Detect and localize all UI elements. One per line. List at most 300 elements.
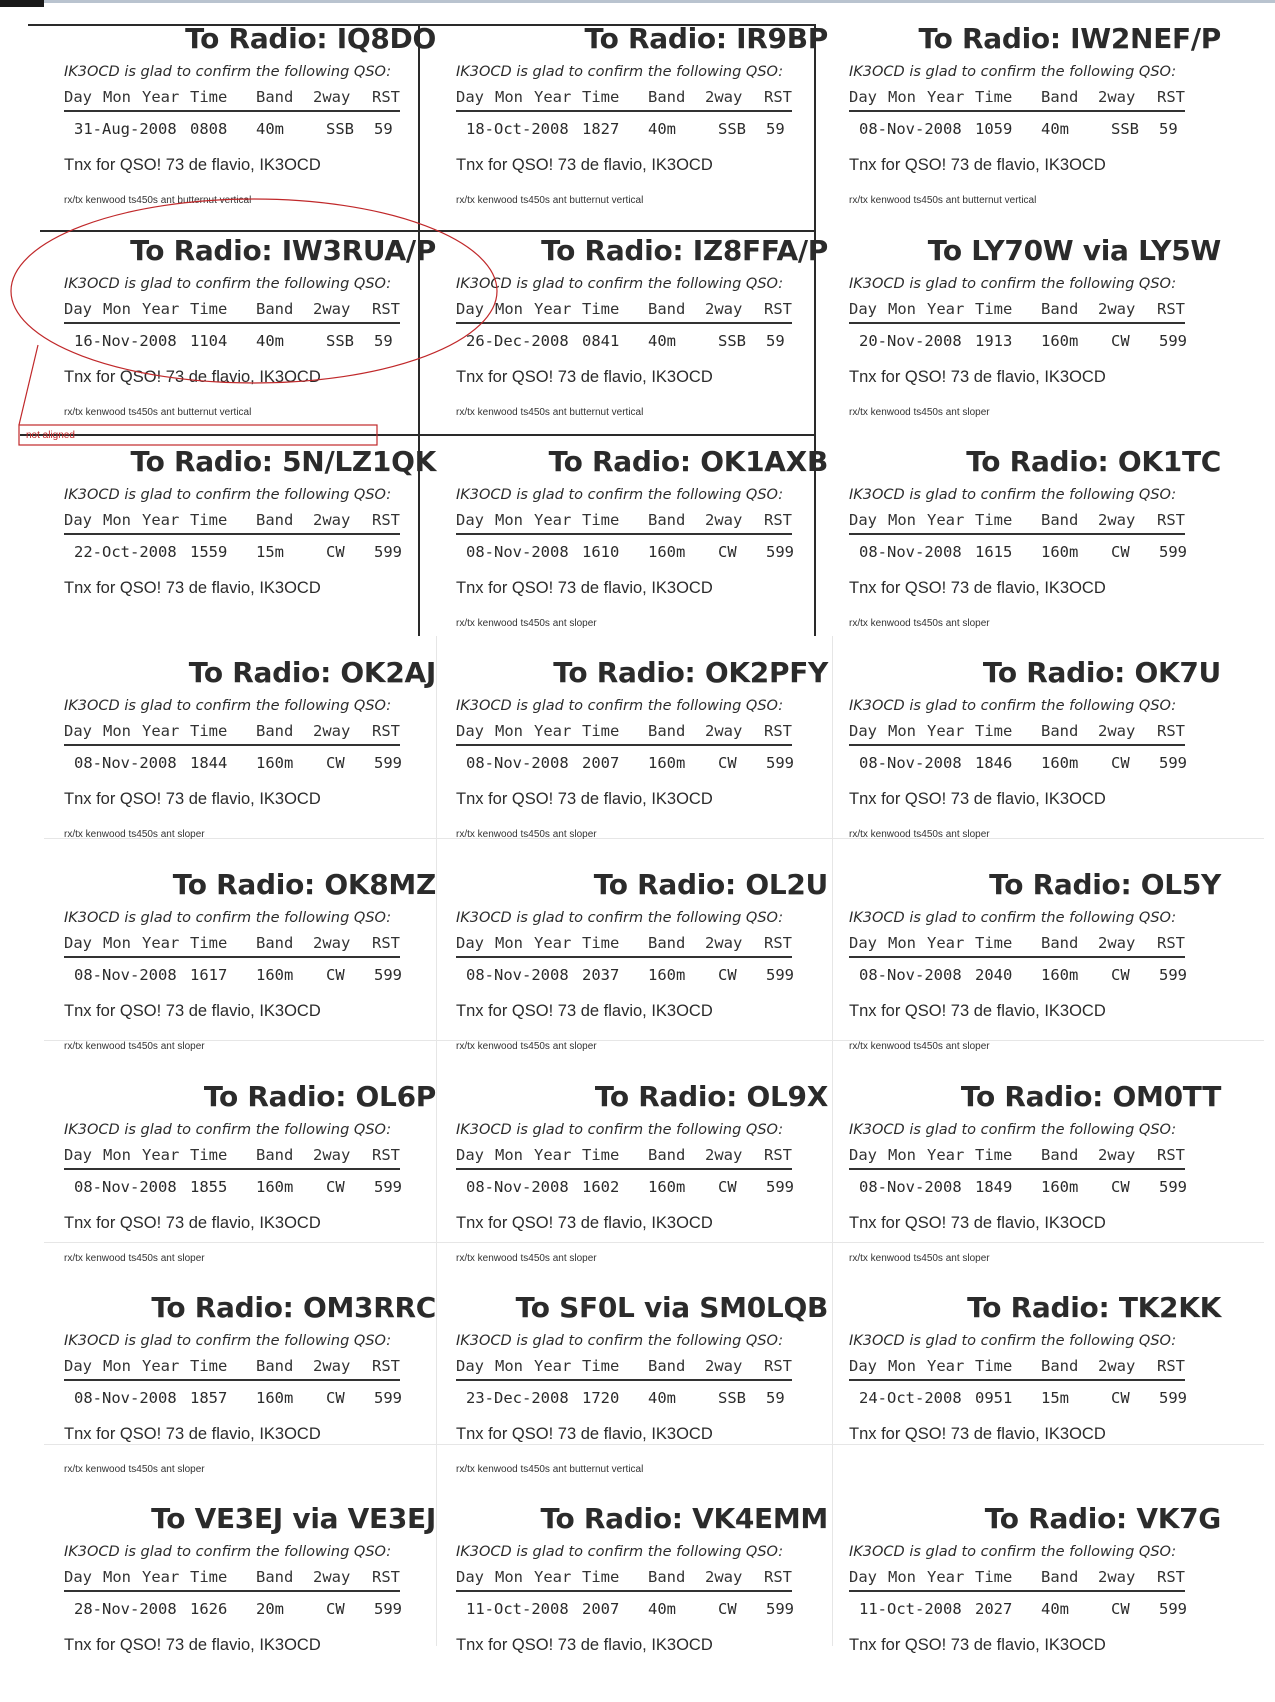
qso-date: 16-Nov-2008 bbox=[74, 332, 177, 350]
qso-column-headers bbox=[456, 511, 792, 535]
qso-row bbox=[456, 1178, 792, 1202]
qso-row bbox=[456, 1600, 792, 1624]
column-header-day: Day bbox=[849, 722, 877, 740]
column-header-band: Band bbox=[648, 1146, 686, 1164]
qso-column-headers bbox=[456, 300, 792, 324]
column-header-time: Time bbox=[190, 1568, 228, 1586]
column-header-way: 2way bbox=[1098, 1568, 1136, 1586]
qso-time: 2007 bbox=[582, 754, 620, 772]
qsl-card bbox=[845, 234, 1225, 434]
qso-column-headers bbox=[849, 1146, 1185, 1170]
qso-date: 18-Oct-2008 bbox=[466, 120, 569, 138]
column-header-band: Band bbox=[1041, 1146, 1079, 1164]
column-header-band: Band bbox=[648, 1357, 686, 1375]
column-header-day: Day bbox=[64, 1568, 92, 1586]
column-header-rst: RST bbox=[764, 1357, 792, 1375]
column-header-rst: RST bbox=[1157, 1357, 1185, 1375]
qso-column-headers bbox=[64, 1357, 400, 1381]
qso-date: 08-Nov-2008 bbox=[74, 754, 177, 772]
qso-band: 160m bbox=[648, 754, 686, 772]
column-header-year: Year bbox=[142, 88, 180, 106]
column-header-band: Band bbox=[1041, 1568, 1079, 1586]
column-header-year: Year bbox=[142, 1146, 180, 1164]
column-header-band: Band bbox=[256, 300, 294, 318]
qso-rst: 599 bbox=[1159, 543, 1187, 561]
qsl-card bbox=[452, 1080, 832, 1280]
column-header-rst: RST bbox=[372, 1357, 400, 1375]
column-header-day: Day bbox=[64, 934, 92, 952]
qso-band: 160m bbox=[1041, 754, 1079, 772]
qsl-card bbox=[452, 234, 832, 434]
qso-row bbox=[849, 754, 1185, 778]
column-header-way: 2way bbox=[705, 1357, 743, 1375]
qsl-card bbox=[452, 656, 832, 856]
qso-rst: 599 bbox=[766, 543, 794, 561]
confirmation-text: IK3OCD is glad to confirm the following QSO: bbox=[849, 910, 1177, 926]
corner-mark bbox=[0, 0, 44, 7]
column-header-way: 2way bbox=[313, 934, 351, 952]
confirmation-text: IK3OCD is glad to confirm the following QSO: bbox=[849, 276, 1177, 292]
qso-rst: 599 bbox=[374, 1600, 402, 1618]
qso-row bbox=[64, 754, 400, 778]
column-header-day: Day bbox=[849, 1146, 877, 1164]
qso-date: 08-Nov-2008 bbox=[74, 1389, 177, 1407]
column-header-band: Band bbox=[1041, 511, 1079, 529]
qso-rst: 59 bbox=[1159, 120, 1178, 138]
column-header-day: Day bbox=[456, 934, 484, 952]
column-header-day: Day bbox=[64, 300, 92, 318]
column-header-year: Year bbox=[927, 511, 965, 529]
qso-mode: CW bbox=[718, 754, 737, 772]
qso-time: 2007 bbox=[582, 1600, 620, 1618]
qso-date: 08-Nov-2008 bbox=[859, 754, 962, 772]
confirmation-text: IK3OCD is glad to confirm the following QSO: bbox=[456, 64, 784, 80]
qso-column-headers bbox=[64, 934, 400, 958]
column-header-way: 2way bbox=[313, 1357, 351, 1375]
thanks-line: Tnx for QSO! 73 de flavio, IK3OCD bbox=[64, 1636, 321, 1654]
rig-description: rx/tx kenwood ts450s ant sloper bbox=[64, 1464, 205, 1475]
confirmation-text: IK3OCD is glad to confirm the following QSO: bbox=[64, 487, 392, 503]
card-title: To Radio: OM3RRC bbox=[151, 1291, 436, 1324]
qso-mode: SSB bbox=[718, 332, 746, 350]
column-header-day: Day bbox=[456, 88, 484, 106]
thanks-line: Tnx for QSO! 73 de flavio, IK3OCD bbox=[849, 579, 1106, 597]
column-header-way: 2way bbox=[1098, 511, 1136, 529]
column-header-year: Year bbox=[927, 1146, 965, 1164]
qso-row bbox=[64, 1389, 400, 1413]
column-header-day: Day bbox=[64, 722, 92, 740]
column-header-rst: RST bbox=[1157, 88, 1185, 106]
qso-band: 160m bbox=[256, 1178, 294, 1196]
column-header-year: Year bbox=[142, 1357, 180, 1375]
qso-row bbox=[849, 120, 1185, 144]
qso-column-headers bbox=[456, 722, 792, 746]
qso-date: 08-Nov-2008 bbox=[859, 120, 962, 138]
column-header-band: Band bbox=[256, 1357, 294, 1375]
qso-column-headers bbox=[849, 934, 1185, 958]
annotation-leader bbox=[19, 345, 38, 425]
confirmation-text: IK3OCD is glad to confirm the following QSO: bbox=[456, 1544, 784, 1560]
qso-row bbox=[849, 966, 1185, 990]
qso-time: 1617 bbox=[190, 966, 228, 984]
qso-mode: SSB bbox=[326, 332, 354, 350]
qso-mode: CW bbox=[326, 1389, 345, 1407]
qso-rst: 599 bbox=[374, 754, 402, 772]
qso-band: 160m bbox=[648, 1178, 686, 1196]
confirmation-text: IK3OCD is glad to confirm the following QSO: bbox=[849, 1544, 1177, 1560]
qso-rst: 59 bbox=[374, 332, 393, 350]
confirmation-text: IK3OCD is glad to confirm the following QSO: bbox=[64, 910, 392, 926]
card-title: To VE3EJ via VE3EJ bbox=[151, 1502, 436, 1535]
confirmation-text: IK3OCD is glad to confirm the following QSO: bbox=[64, 698, 392, 714]
qso-date: 31-Aug-2008 bbox=[74, 120, 177, 138]
qso-date: 08-Nov-2008 bbox=[466, 1178, 569, 1196]
column-header-year: Year bbox=[142, 722, 180, 740]
column-header-way: 2way bbox=[313, 1568, 351, 1586]
qso-rst: 599 bbox=[374, 1389, 402, 1407]
column-header-way: 2way bbox=[1098, 88, 1136, 106]
column-header-day: Day bbox=[849, 300, 877, 318]
rig-description: rx/tx kenwood ts450s ant sloper bbox=[849, 618, 990, 629]
card-title: To Radio: VK7G bbox=[984, 1502, 1221, 1535]
qso-band: 40m bbox=[1041, 1600, 1069, 1618]
qso-row bbox=[64, 1600, 400, 1624]
column-header-rst: RST bbox=[764, 934, 792, 952]
qso-rst: 599 bbox=[1159, 1389, 1187, 1407]
column-header-time: Time bbox=[190, 722, 228, 740]
qso-band: 40m bbox=[648, 120, 676, 138]
column-header-band: Band bbox=[256, 934, 294, 952]
qsl-card bbox=[60, 868, 440, 1068]
column-header-rst: RST bbox=[1157, 300, 1185, 318]
rig-description: rx/tx kenwood ts450s ant sloper bbox=[456, 1041, 597, 1052]
confirmation-text: IK3OCD is glad to confirm the following QSO: bbox=[849, 1333, 1177, 1349]
annotation-text: not aligned bbox=[26, 430, 75, 441]
qso-column-headers bbox=[64, 1568, 400, 1592]
qsl-card bbox=[845, 656, 1225, 856]
column-header-time: Time bbox=[190, 88, 228, 106]
column-header-mon: Mon bbox=[103, 722, 131, 740]
column-header-time: Time bbox=[582, 511, 620, 529]
column-header-rst: RST bbox=[372, 1568, 400, 1586]
thanks-line: Tnx for QSO! 73 de flavio, IK3OCD bbox=[456, 579, 713, 597]
confirmation-text: IK3OCD is glad to confirm the following QSO: bbox=[849, 64, 1177, 80]
column-header-way: 2way bbox=[1098, 934, 1136, 952]
rig-description: rx/tx kenwood ts450s ant sloper bbox=[849, 407, 990, 418]
column-header-year: Year bbox=[534, 300, 572, 318]
column-header-mon: Mon bbox=[495, 511, 523, 529]
qso-time: 1827 bbox=[582, 120, 620, 138]
qso-column-headers bbox=[64, 722, 400, 746]
column-header-time: Time bbox=[190, 300, 228, 318]
qso-row bbox=[64, 966, 400, 990]
column-header-year: Year bbox=[534, 934, 572, 952]
qso-band: 15m bbox=[1041, 1389, 1069, 1407]
column-header-year: Year bbox=[534, 1568, 572, 1586]
qsl-card bbox=[452, 1291, 832, 1491]
card-title: To LY70W via LY5W bbox=[927, 234, 1221, 267]
rig-description: rx/tx kenwood ts450s ant butternut vertical bbox=[64, 407, 252, 418]
confirmation-text: IK3OCD is glad to confirm the following QSO: bbox=[849, 487, 1177, 503]
card-title: To Radio: IZ8FFA/P bbox=[541, 234, 828, 267]
card-title: To Radio: OM0TT bbox=[960, 1080, 1221, 1113]
thanks-line: Tnx for QSO! 73 de flavio, IK3OCD bbox=[849, 1002, 1106, 1020]
qso-rst: 599 bbox=[766, 966, 794, 984]
column-header-time: Time bbox=[975, 300, 1013, 318]
column-header-way: 2way bbox=[1098, 300, 1136, 318]
confirmation-text: IK3OCD is glad to confirm the following QSO: bbox=[64, 64, 392, 80]
column-header-day: Day bbox=[849, 511, 877, 529]
column-header-day: Day bbox=[849, 88, 877, 106]
column-header-time: Time bbox=[582, 1146, 620, 1164]
column-header-band: Band bbox=[256, 511, 294, 529]
qso-row bbox=[456, 120, 792, 144]
qso-row bbox=[64, 332, 400, 356]
column-header-time: Time bbox=[582, 934, 620, 952]
qso-date: 08-Nov-2008 bbox=[74, 1178, 177, 1196]
qso-time: 1844 bbox=[190, 754, 228, 772]
column-header-mon: Mon bbox=[495, 300, 523, 318]
qso-time: 0841 bbox=[582, 332, 620, 350]
qso-time: 1104 bbox=[190, 332, 228, 350]
column-header-way: 2way bbox=[1098, 1357, 1136, 1375]
column-header-day: Day bbox=[64, 1146, 92, 1164]
column-header-mon: Mon bbox=[103, 300, 131, 318]
column-header-year: Year bbox=[142, 1568, 180, 1586]
column-header-way: 2way bbox=[705, 934, 743, 952]
confirmation-text: IK3OCD is glad to confirm the following QSO: bbox=[456, 910, 784, 926]
column-header-day: Day bbox=[456, 300, 484, 318]
thanks-line: Tnx for QSO! 73 de flavio, IK3OCD bbox=[64, 1214, 321, 1232]
column-header-rst: RST bbox=[764, 88, 792, 106]
thanks-line: Tnx for QSO! 73 de flavio, IK3OCD bbox=[849, 1214, 1106, 1232]
qso-mode: CW bbox=[326, 754, 345, 772]
column-header-rst: RST bbox=[372, 722, 400, 740]
qso-rst: 59 bbox=[766, 332, 785, 350]
column-header-year: Year bbox=[534, 722, 572, 740]
rig-description: rx/tx kenwood ts450s ant sloper bbox=[456, 618, 597, 629]
column-header-band: Band bbox=[256, 88, 294, 106]
cut-line bbox=[40, 230, 816, 232]
qso-rst: 599 bbox=[1159, 332, 1187, 350]
column-header-way: 2way bbox=[705, 722, 743, 740]
rig-description: rx/tx kenwood ts450s ant butternut vertical bbox=[456, 195, 644, 206]
rig-description: rx/tx kenwood ts450s ant sloper bbox=[64, 829, 205, 840]
card-title: To Radio: IQ8DO bbox=[185, 22, 436, 55]
rig-description: rx/tx kenwood ts450s ant butternut vertical bbox=[456, 1464, 644, 1475]
column-header-year: Year bbox=[142, 300, 180, 318]
column-header-band: Band bbox=[648, 511, 686, 529]
qso-time: 1846 bbox=[975, 754, 1013, 772]
qso-mode: SSB bbox=[718, 120, 746, 138]
column-header-way: 2way bbox=[313, 511, 351, 529]
thanks-line: Tnx for QSO! 73 de flavio, IK3OCD bbox=[64, 156, 321, 174]
column-header-mon: Mon bbox=[495, 88, 523, 106]
qso-row bbox=[64, 120, 400, 144]
qso-date: 08-Nov-2008 bbox=[74, 966, 177, 984]
qso-time: 2027 bbox=[975, 1600, 1013, 1618]
column-header-mon: Mon bbox=[888, 1568, 916, 1586]
qso-column-headers bbox=[64, 88, 400, 112]
qso-mode: CW bbox=[718, 1600, 737, 1618]
column-header-mon: Mon bbox=[888, 1357, 916, 1375]
qso-row bbox=[456, 754, 792, 778]
column-header-band: Band bbox=[1041, 88, 1079, 106]
column-header-rst: RST bbox=[764, 1146, 792, 1164]
qso-date: 08-Nov-2008 bbox=[859, 966, 962, 984]
qso-band: 40m bbox=[1041, 120, 1069, 138]
qso-mode: CW bbox=[326, 1178, 345, 1196]
card-title: To Radio: OK8MZ bbox=[172, 868, 436, 901]
qso-column-headers bbox=[456, 1146, 792, 1170]
column-header-time: Time bbox=[190, 1357, 228, 1375]
qso-row bbox=[849, 1600, 1185, 1624]
column-header-band: Band bbox=[648, 1568, 686, 1586]
qso-mode: CW bbox=[326, 543, 345, 561]
qso-band: 40m bbox=[256, 120, 284, 138]
column-header-mon: Mon bbox=[888, 722, 916, 740]
column-header-time: Time bbox=[975, 88, 1013, 106]
column-header-time: Time bbox=[975, 722, 1013, 740]
column-header-day: Day bbox=[849, 1568, 877, 1586]
thanks-line: Tnx for QSO! 73 de flavio, IK3OCD bbox=[64, 579, 321, 597]
qso-mode: CW bbox=[1111, 1178, 1130, 1196]
qso-column-headers bbox=[849, 1357, 1185, 1381]
rig-description: rx/tx kenwood ts450s ant sloper bbox=[64, 1041, 205, 1052]
qsl-card bbox=[60, 22, 440, 222]
qso-band: 160m bbox=[256, 754, 294, 772]
qso-date: 08-Nov-2008 bbox=[466, 966, 569, 984]
column-header-rst: RST bbox=[764, 1568, 792, 1586]
qso-date: 22-Oct-2008 bbox=[74, 543, 177, 561]
column-header-mon: Mon bbox=[888, 300, 916, 318]
thanks-line: Tnx for QSO! 73 de flavio, IK3OCD bbox=[849, 790, 1106, 808]
card-title: To Radio: OL2U bbox=[593, 868, 828, 901]
qso-mode: CW bbox=[1111, 1389, 1130, 1407]
confirmation-text: IK3OCD is glad to confirm the following QSO: bbox=[456, 276, 784, 292]
column-header-day: Day bbox=[456, 722, 484, 740]
column-header-way: 2way bbox=[1098, 1146, 1136, 1164]
column-header-day: Day bbox=[456, 1568, 484, 1586]
column-header-band: Band bbox=[1041, 300, 1079, 318]
qso-band: 15m bbox=[256, 543, 284, 561]
column-header-mon: Mon bbox=[495, 722, 523, 740]
qso-row bbox=[456, 1389, 792, 1413]
qso-column-headers bbox=[849, 1568, 1185, 1592]
qso-band: 160m bbox=[1041, 543, 1079, 561]
qso-time: 1626 bbox=[190, 1600, 228, 1618]
qsl-card bbox=[60, 234, 440, 434]
qso-rst: 599 bbox=[1159, 966, 1187, 984]
card-title: To Radio: OK1AXB bbox=[548, 445, 828, 478]
qsl-card bbox=[60, 445, 440, 645]
column-header-rst: RST bbox=[372, 1146, 400, 1164]
qso-date: 11-Oct-2008 bbox=[466, 1600, 569, 1618]
column-header-time: Time bbox=[190, 511, 228, 529]
qso-time: 1720 bbox=[582, 1389, 620, 1407]
qsl-card bbox=[452, 22, 832, 222]
rig-description: rx/tx kenwood ts450s ant butternut vertical bbox=[849, 195, 1037, 206]
qso-column-headers bbox=[849, 88, 1185, 112]
qso-row bbox=[456, 332, 792, 356]
column-header-year: Year bbox=[927, 1568, 965, 1586]
column-header-day: Day bbox=[456, 511, 484, 529]
qso-date: 08-Nov-2008 bbox=[466, 543, 569, 561]
column-header-time: Time bbox=[975, 1357, 1013, 1375]
column-header-way: 2way bbox=[705, 1568, 743, 1586]
column-header-band: Band bbox=[648, 88, 686, 106]
column-header-time: Time bbox=[190, 1146, 228, 1164]
thanks-line: Tnx for QSO! 73 de flavio, IK3OCD bbox=[849, 156, 1106, 174]
column-header-mon: Mon bbox=[103, 1568, 131, 1586]
column-header-band: Band bbox=[256, 1568, 294, 1586]
confirmation-text: IK3OCD is glad to confirm the following QSO: bbox=[849, 1122, 1177, 1138]
qso-rst: 59 bbox=[374, 120, 393, 138]
confirmation-text: IK3OCD is glad to confirm the following QSO: bbox=[64, 1544, 392, 1560]
qso-row bbox=[849, 1389, 1185, 1413]
column-header-way: 2way bbox=[705, 1146, 743, 1164]
qso-band: 160m bbox=[648, 966, 686, 984]
thanks-line: Tnx for QSO! 73 de flavio, IK3OCD bbox=[456, 368, 713, 386]
qso-rst: 59 bbox=[766, 1389, 785, 1407]
qso-time: 1610 bbox=[582, 543, 620, 561]
qso-time: 1615 bbox=[975, 543, 1013, 561]
column-header-time: Time bbox=[582, 88, 620, 106]
card-title: To Radio: 5N/LZ1QK bbox=[130, 445, 436, 478]
rig-description: rx/tx kenwood ts450s ant butternut vertical bbox=[456, 407, 644, 418]
column-header-time: Time bbox=[975, 1568, 1013, 1586]
qso-rst: 599 bbox=[1159, 1178, 1187, 1196]
column-header-mon: Mon bbox=[888, 511, 916, 529]
card-title: To SF0L via SM0LQB bbox=[515, 1291, 828, 1324]
column-header-rst: RST bbox=[372, 511, 400, 529]
qso-date: 23-Dec-2008 bbox=[466, 1389, 569, 1407]
column-header-day: Day bbox=[64, 1357, 92, 1375]
thanks-line: Tnx for QSO! 73 de flavio, IK3OCD bbox=[456, 1214, 713, 1232]
column-header-band: Band bbox=[1041, 722, 1079, 740]
thanks-line: Tnx for QSO! 73 de flavio, IK3OCD bbox=[64, 368, 321, 386]
column-header-band: Band bbox=[648, 722, 686, 740]
column-header-day: Day bbox=[456, 1357, 484, 1375]
column-header-way: 2way bbox=[705, 511, 743, 529]
qso-mode: CW bbox=[1111, 754, 1130, 772]
qso-band: 40m bbox=[648, 332, 676, 350]
qso-date: 08-Nov-2008 bbox=[466, 754, 569, 772]
qso-time: 0951 bbox=[975, 1389, 1013, 1407]
confirmation-text: IK3OCD is glad to confirm the following QSO: bbox=[456, 698, 784, 714]
qso-band: 40m bbox=[256, 332, 284, 350]
qso-mode: SSB bbox=[718, 1389, 746, 1407]
thanks-line: Tnx for QSO! 73 de flavio, IK3OCD bbox=[456, 1636, 713, 1654]
qso-column-headers bbox=[456, 934, 792, 958]
column-header-way: 2way bbox=[313, 88, 351, 106]
column-header-mon: Mon bbox=[103, 1357, 131, 1375]
qso-column-headers bbox=[456, 1568, 792, 1592]
column-header-time: Time bbox=[582, 1568, 620, 1586]
qso-row bbox=[849, 1178, 1185, 1202]
thanks-line: Tnx for QSO! 73 de flavio, IK3OCD bbox=[849, 1636, 1106, 1654]
confirmation-text: IK3OCD is glad to confirm the following QSO: bbox=[64, 1122, 392, 1138]
column-header-day: Day bbox=[849, 1357, 877, 1375]
qso-rst: 599 bbox=[766, 1178, 794, 1196]
qso-rst: 599 bbox=[374, 1178, 402, 1196]
column-header-band: Band bbox=[1041, 1357, 1079, 1375]
column-header-mon: Mon bbox=[103, 511, 131, 529]
card-title: To Radio: OK1TC bbox=[966, 445, 1221, 478]
column-header-year: Year bbox=[142, 511, 180, 529]
qso-rst: 599 bbox=[374, 966, 402, 984]
column-header-way: 2way bbox=[313, 722, 351, 740]
